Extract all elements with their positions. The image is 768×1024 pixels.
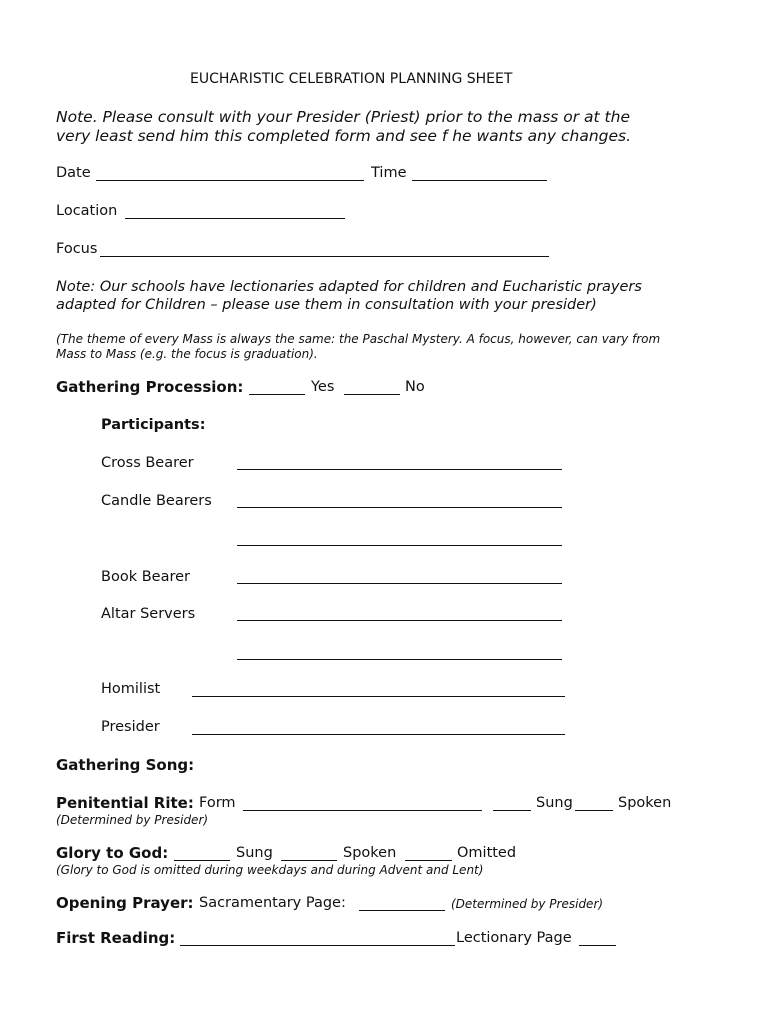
book-bearer-label: Book Bearer [101,569,190,585]
glory-omitted-line[interactable] [405,860,452,861]
penitential-spoken-label: Spoken [618,795,672,811]
glory-note: (Glory to God is omitted during weekdays and during Advent and Lent) [56,863,484,877]
presider-label: Presider [101,719,160,735]
penitential-note: (Determined by Presider) [56,813,209,827]
sacramentary-page-label: Sacramentary Page: [199,895,346,911]
date-label: Date [56,165,91,181]
glory-to-god-label: Glory to God: [56,844,169,862]
cross-bearer-line[interactable] [237,469,562,470]
consult-note-line-1: Note. Please consult with your Presider (Priest) prior to the mass or at the [56,108,630,126]
date-field-line[interactable] [96,180,364,181]
penitential-spoken-line[interactable] [575,810,613,811]
penitential-sung-label: Sung [536,795,573,811]
opening-prayer-note: (Determined by Presider) [451,897,604,911]
glory-sung-label: Sung [236,845,273,861]
gathering-song-label: Gathering Song: [56,756,195,774]
participants-heading: Participants: [101,417,206,433]
theme-note-line-2: Mass to Mass (e.g. the focus is graduation). [56,347,318,361]
homilist-label: Homilist [101,681,161,697]
penitential-sung-line[interactable] [493,810,531,811]
presider-line[interactable] [192,734,565,735]
procession-no-line[interactable] [344,394,400,395]
page-title: EUCHARISTIC CELEBRATION PLANNING SHEET [190,71,513,87]
cross-bearer-label: Cross Bearer [101,455,194,471]
sacramentary-page-line[interactable] [359,910,445,911]
penitential-form-label: Form [199,795,236,811]
location-label: Location [56,203,118,219]
first-reading-label: First Reading: [56,929,176,947]
opening-prayer-label: Opening Prayer: [56,894,194,912]
location-field-line[interactable] [125,218,345,219]
first-reading-line[interactable] [180,945,455,946]
altar-servers-line-2[interactable] [237,659,562,660]
candle-bearers-line-2[interactable] [237,545,562,546]
focus-label: Focus [56,241,98,257]
altar-servers-label: Altar Servers [101,606,196,622]
procession-yes-label: Yes [311,379,335,395]
candle-bearers-line-1[interactable] [237,507,562,508]
candle-bearers-label: Candle Bearers [101,493,212,509]
focus-field-line[interactable] [100,256,549,257]
gathering-procession-label: Gathering Procession: [56,378,244,396]
glory-spoken-line[interactable] [281,860,337,861]
glory-omitted-label: Omitted [457,845,517,861]
glory-sung-line[interactable] [174,860,230,861]
consult-note-line-2: very least send him this completed form and see f he wants any changes. [56,127,632,145]
lectionary-page-line[interactable] [579,945,616,946]
glory-spoken-label: Spoken [343,845,397,861]
penitential-rite-label: Penitential Rite: [56,794,194,812]
book-bearer-line[interactable] [237,583,562,584]
lectionary-note-line-2: adapted for Children – please use them in consultation with your presider) [56,297,597,313]
time-field-line[interactable] [412,180,547,181]
time-label: Time [371,165,407,181]
lectionary-note-line-1: Note: Our schools have lectionaries adapted for children and Eucharistic prayers [56,279,642,295]
penitential-form-line[interactable] [243,810,482,811]
procession-yes-line[interactable] [249,394,305,395]
theme-note-line-1: (The theme of every Mass is always the same: the Paschal Mystery. A focus, however, can vary from [56,332,661,346]
homilist-line[interactable] [192,696,565,697]
lectionary-page-label: Lectionary Page [456,930,572,946]
altar-servers-line-1[interactable] [237,620,562,621]
procession-no-label: No [405,379,425,395]
